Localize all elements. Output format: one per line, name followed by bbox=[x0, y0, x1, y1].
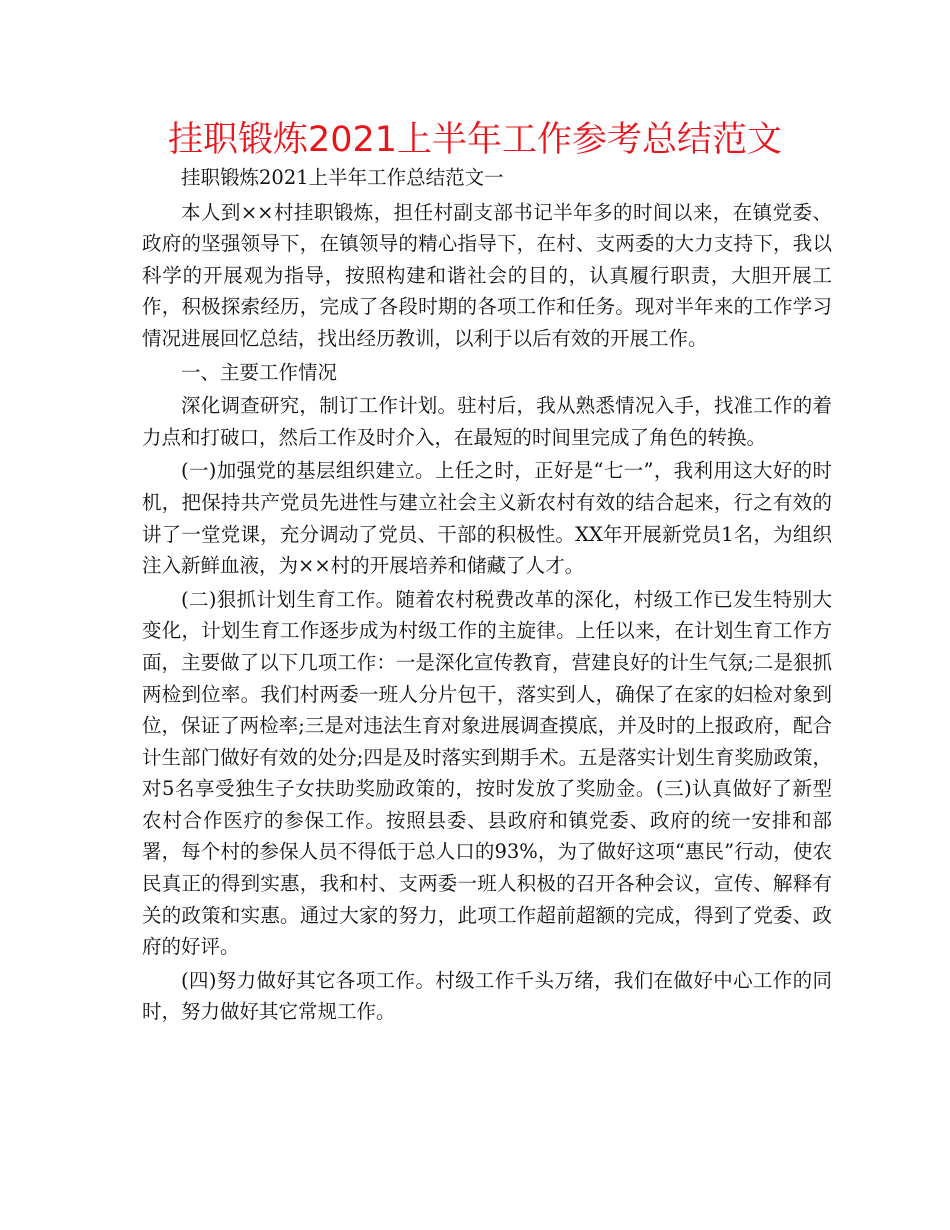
document-subtitle: 挂职锻炼2021上半年工作总结范文一 bbox=[181, 166, 504, 189]
paragraph-party-building: (一)加强党的基层组织建立。上任之时，正好是“七一”，我利用这大好的时机，把保持共产党员先进性与建立社会主义新农村有效的结合起来，行之有效的讲了一堂党课，充分调动了党员、干部的积极性。XX年开展新党员1名，为组织注入新鲜血液，为××村的开展培养和储藏了人才。 bbox=[142, 459, 832, 578]
paragraph-family-planning: (二)狠抓计划生育工作。随着农村税费改革的深化，村级工作已发生特别大变化，计划生育工作逐步成为村级工作的主旋律。上任以来，在计划生育工作方面，主要做了以下几项工作：一是深化宣传教育，营建良好的计生气氛;二是狠抓两检到位率。我们村两委一班人分片包干，落实到人，确保了在家的妇检对象到位，保证了两检率;三是对违法生育对象进展调查摸底，并及时的上报政府，配合计生部门做好有效的处分;四是及时落实到期手术。五是落实计划生育奖励政策，对5名享受独生子女扶助奖励政策的，按时发放了奖励金。(三)认真做好了新型农村合作医疗的参保工作。按照县委、县政府和镇党委、政府的统一安排和部署，每个村的参保人员不得低于总人口的93%，为了做好这项“惠民”行动，使农民真正的得到实惠，我和村、支两委一班人积极的召开各种会议，宣传、解释有关的政策和实惠。通过大家的努力，此项工作超前超额的完成，得到了党委、政府的好评。 bbox=[142, 587, 832, 959]
document-title: 挂职锻炼2021上半年工作参考总结范文 bbox=[167, 120, 783, 160]
paragraph-research: 深化调查研究，制订工作计划。驻村后，我从熟悉情况入手，找准工作的着力点和打破口，然后工作及时介入，在最短的时间里完成了角色的转换。 bbox=[142, 394, 832, 449]
paragraph-other-work: (四)努力做好其它各项工作。村级工作千头万绪，我们在做好中心工作的同时，努力做好其它常规工作。 bbox=[142, 968, 832, 1024]
section-heading: 一、主要工作情况 bbox=[181, 360, 338, 384]
document-body bbox=[142, 162, 832, 1028]
paragraph-intro: 本人到××村挂职锻炼，担任村副支部书记半年多的时间以来，在镇党委、政府的坚强领导下，在镇领导的精心指导下，在村、支两委的大力支持下，我以科学的开展观为指导，按照构建和谐社会的目的，认真履行职责，大胆开展工作，积极探索经历，完成了各段时期的各项工作和任务。现对半年来的工作学习情况进展回忆总结，找出经历教训，以利于以后有效的开展工作。 bbox=[142, 200, 832, 350]
